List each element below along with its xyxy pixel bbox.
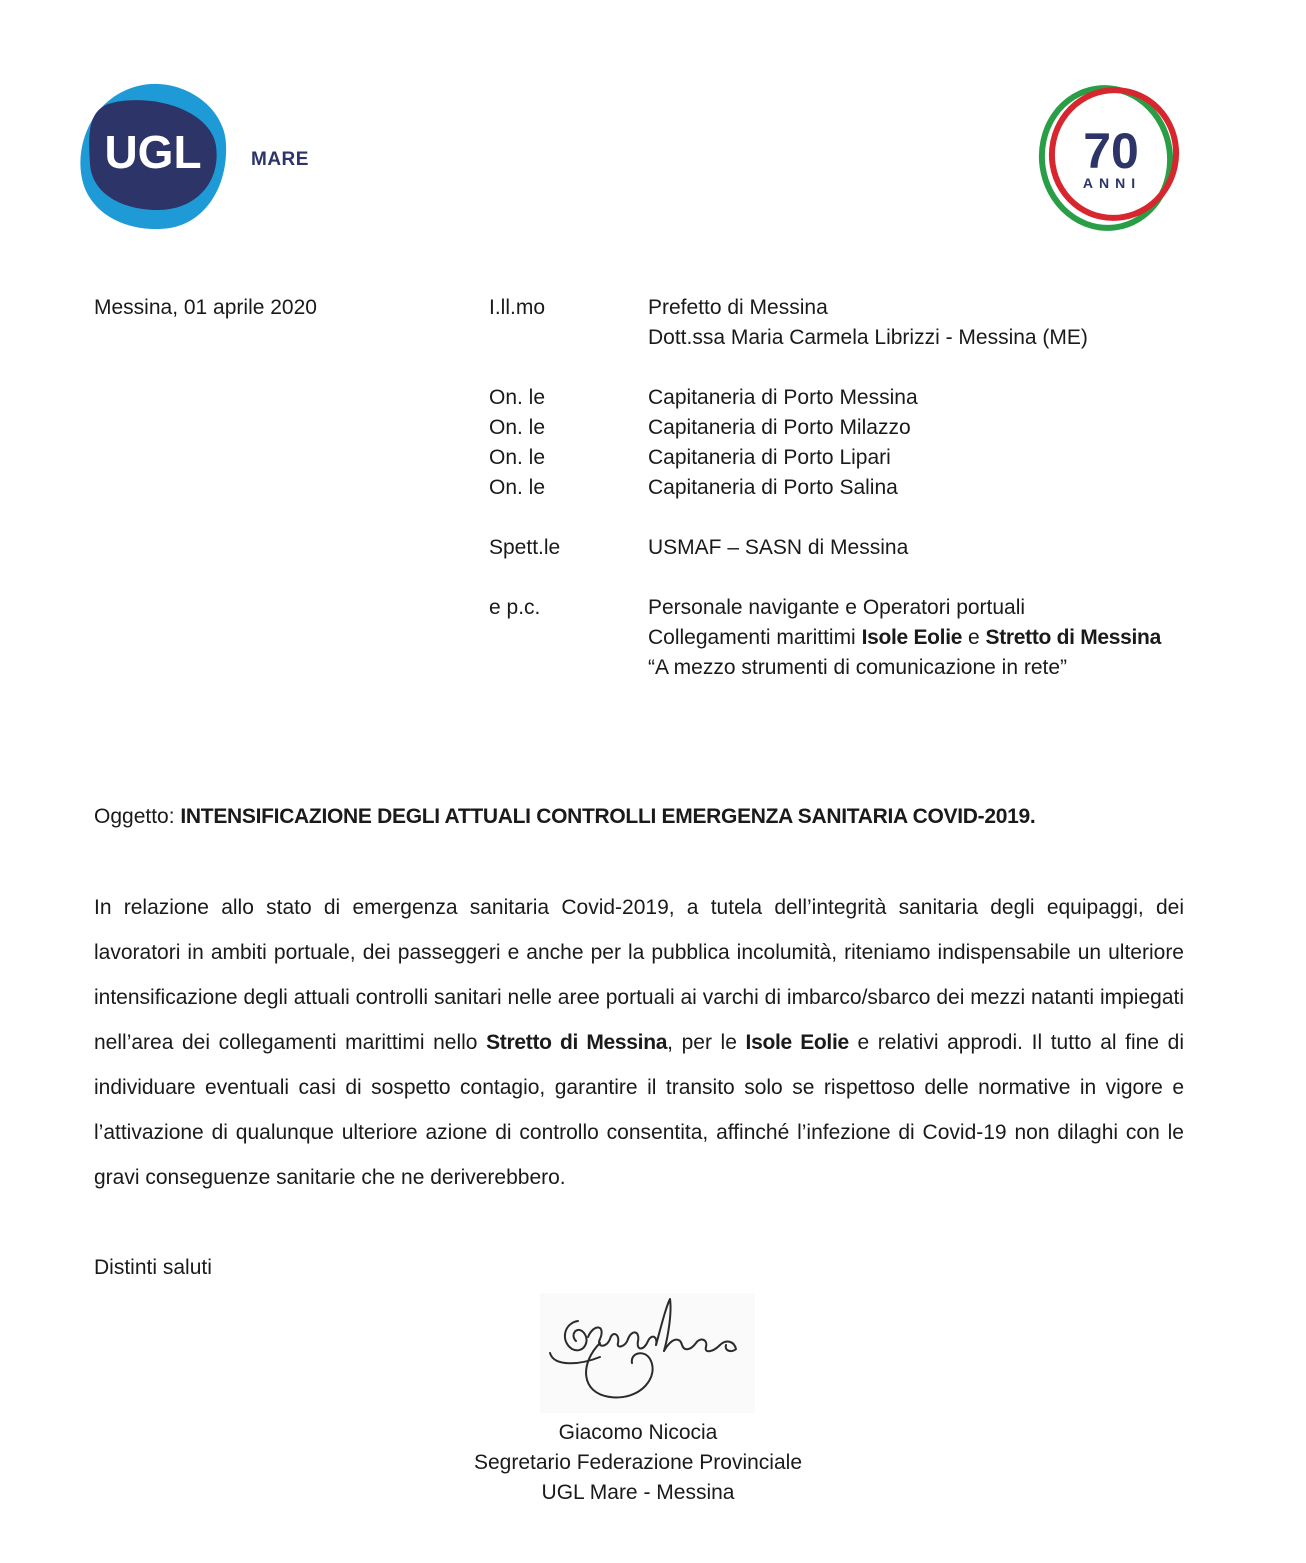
epc-prefix: Collegamenti marittimi — [648, 626, 862, 649]
body-paragraph — [94, 885, 1184, 1200]
recipient-line: Personale navigante e Operatori portuali — [648, 596, 1026, 619]
epc-bold-eolie: Isole Eolie — [861, 626, 963, 649]
subject-text: INTENSIFICAZIONE DEGLI ATTUALI CONTROLLI EMERGENZA SANITARIA COVID-2019. — [180, 805, 1036, 828]
ugl-mare-label: MARE — [251, 149, 309, 170]
recipient-label: On. le — [489, 476, 546, 499]
recipient-line: USMAF – SASN di Messina — [648, 536, 909, 559]
recipient-line: “A mezzo strumenti di comunicazione in rete” — [648, 656, 1068, 679]
recipient-label: On. le — [489, 386, 546, 409]
anni-logo — [1034, 80, 1184, 232]
ugl-logo — [78, 82, 228, 230]
place-date: Messina, 01 aprile 2020 — [94, 296, 317, 319]
recipient-line: Capitaneria di Porto Lipari — [648, 446, 891, 469]
body-bold-eolie: Isole Eolie — [745, 1031, 849, 1054]
closing: Distinti saluti — [94, 1256, 212, 1279]
recipient-line: Capitaneria di Porto Messina — [648, 386, 918, 409]
epc-bold-stretto: Stretto di Messina — [985, 626, 1161, 649]
signer-block — [438, 1418, 838, 1508]
recipient-line: Dott.ssa Maria Carmela Librizzi - Messina (ME) — [648, 326, 1088, 349]
signer-org: UGL Mare - Messina — [541, 1481, 735, 1504]
body-part: In relazione allo stato di emergenza sanitaria Covid-2019, a tutela dell’integrità sanitaria degli equipaggi, dei lavoratori in ambiti portuale, dei passeggeri e anche per la pubblica incolumità, riteniamo indispensabile un ulteriore intensificazione degli attuali controlli sanitari nelle aree portuali ai varchi di imbarco/sbarco dei mezzi natanti impiegati nell’area dei collegamenti marittimi nello — [94, 896, 1184, 1054]
subject-label: Oggetto: — [94, 805, 181, 828]
handwritten-signature — [540, 1293, 755, 1413]
recipient-label: e p.c. — [489, 596, 541, 619]
body-part: e relativi approdi. Il tutto al fine di individuare eventuali casi di sospetto contagio, garantire il transito solo se rispettoso delle normative in vigore e l’attivazione di qualunque ulteriore azione di controllo consentita, affinché l’infezione di Covid-19 non dilaghi con le gravi conseguenze sanitarie che ne deriverebbero. — [94, 1031, 1184, 1189]
epc-mid: e — [962, 626, 986, 649]
anni-number: 70 — [1083, 123, 1139, 179]
signer-name: Giacomo Nicocia — [558, 1421, 718, 1444]
subject-line — [94, 802, 1035, 832]
body-part: , per le — [667, 1031, 746, 1054]
ugl-logo-text: UGL — [104, 126, 202, 178]
body-bold-stretto: Stretto di Messina — [486, 1031, 668, 1054]
recipient-line: Prefetto di Messina — [648, 296, 828, 319]
recipient-label: On. le — [489, 416, 546, 439]
recipient-label: Spett.le — [489, 536, 561, 559]
signer-role: Segretario Federazione Provinciale — [473, 1451, 802, 1474]
recipient-line: Capitaneria di Porto Milazzo — [648, 416, 911, 439]
recipient-label: On. le — [489, 446, 546, 469]
anni-label: ANNI — [1082, 175, 1142, 191]
recipient-label: I.ll.mo — [489, 296, 546, 319]
recipient-line — [648, 623, 1161, 653]
recipient-line: Capitaneria di Porto Salina — [648, 476, 898, 499]
